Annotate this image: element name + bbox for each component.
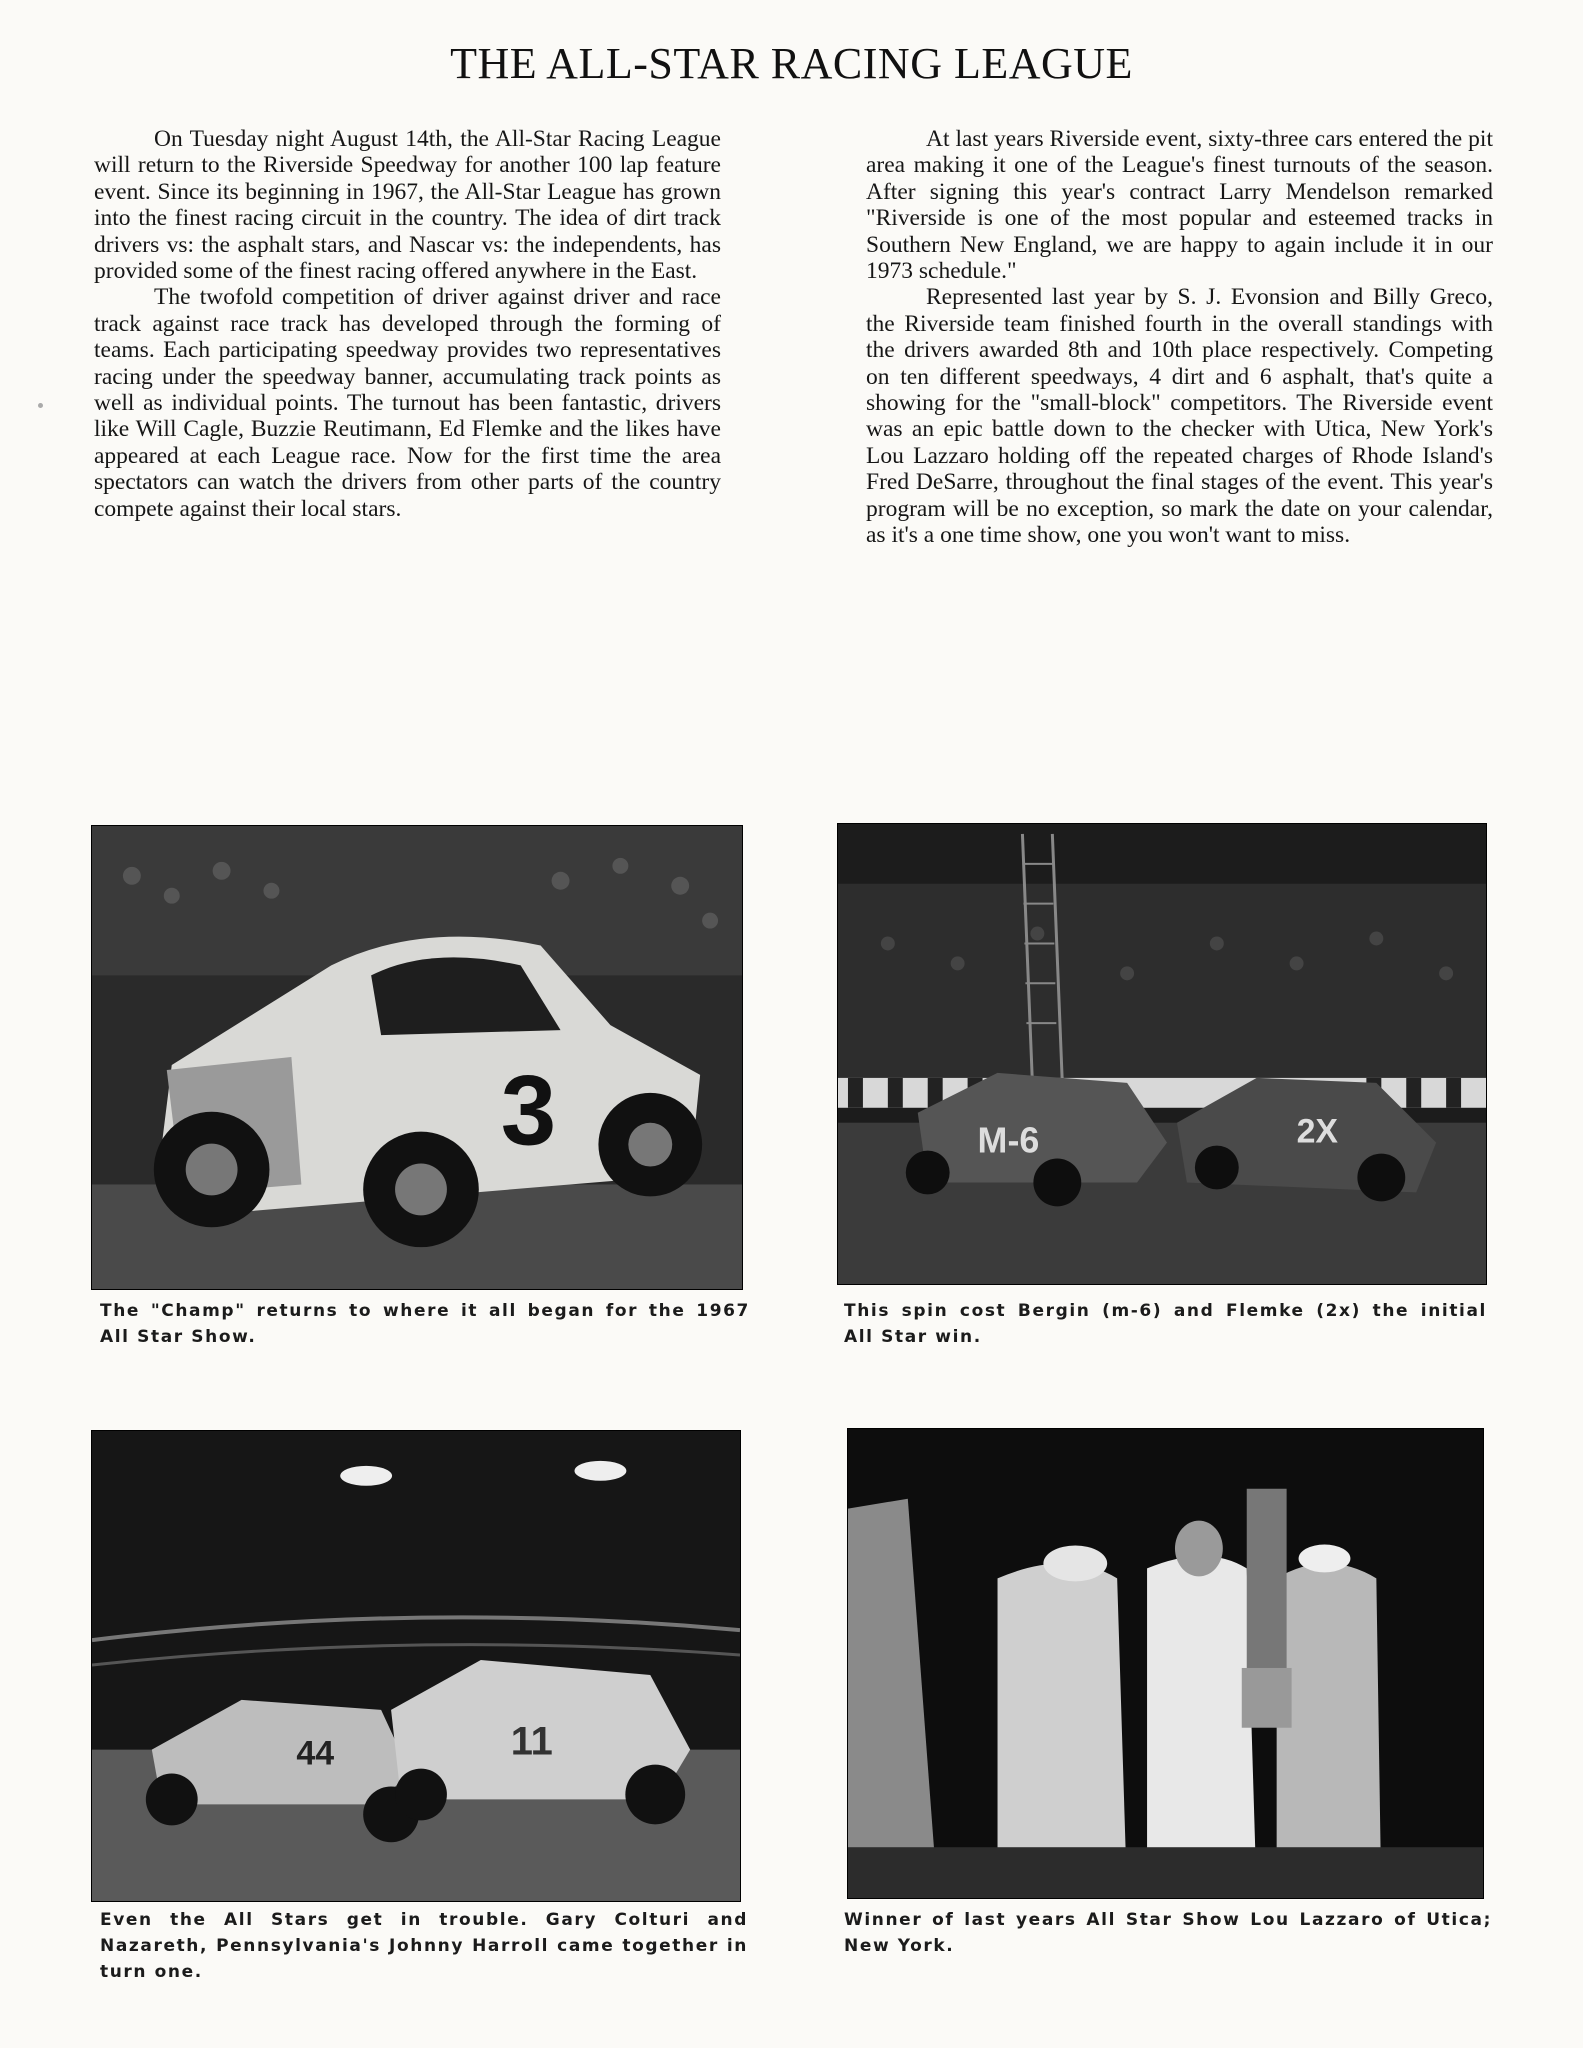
article-paragraph: Represented last year by S. J. Evonsion and Billy Greco, the Riverside team finished fourth in the overall standings with the drivers awarded 8th and 10th place respectively. Competing on ten different speedways, 4 dirt and 6 asphalt, that's quite a showing for the "small-block" competitors. The Riverside event was an epic battle down to the checker with Utica, New York's Lou Lazzaro holding off the repeated charges of Rhode Island's Fred DeSarre, throughout the final stages of the event. This year's program will be no exception, so mark the date on your calendar, as it's a one time show, one you won't want to miss. bbox=[866, 284, 1493, 549]
article-paragraph: The twofold competition of driver against driver and race track against race track has developed through the forming of teams. Each participating speedway provides two representatives racing under the speedway banner, accumulating track points as well as individual points. The turnout has been fantastic, drivers like Will Cagle, Buzzie Reutimann, Ed Flemke and the likes have appeared at each League race. Now for the first time the area spectators can watch the drivers from other parts of the country compete against their local stars. bbox=[94, 284, 721, 522]
photo-spin bbox=[837, 823, 1487, 1285]
car-number: 3 bbox=[500, 1055, 557, 1167]
photo-turn-one-trouble bbox=[91, 1430, 741, 1902]
photo-caption: Winner of last years All Star Show Lou Lazzaro of Utica; New York. bbox=[844, 1910, 1492, 1956]
page-title: THE ALL-STAR RACING LEAGUE bbox=[450, 39, 1133, 88]
car-number: 11 bbox=[510, 1719, 553, 1764]
page-speck bbox=[38, 403, 43, 408]
car-number: M-6 bbox=[977, 1120, 1040, 1161]
article-left-column bbox=[94, 126, 721, 522]
photo-caption: This spin cost Bergin (m-6) and Flemke (2x) the initial All Star win. bbox=[844, 1301, 1487, 1347]
photo-winner-trophy bbox=[847, 1428, 1484, 1899]
car-number: 2X bbox=[1296, 1112, 1339, 1151]
car-number: 44 bbox=[296, 1734, 335, 1773]
article-right-column bbox=[866, 126, 1493, 549]
article-paragraph: At last years Riverside event, sixty-three cars entered the pit area making it one of the League's finest turnouts of the season. After signing this year's contract Larry Mendelson remarked "Riverside is one of the most popular and esteemed tracks in Southern New England, we are happy to again include it in our 1973 schedule." bbox=[866, 126, 1493, 285]
article-paragraph: On Tuesday night August 14th, the All-Star Racing League will return to the Riverside Speedway for another 100 lap feature event. Since its beginning in 1967, the All-Star League has grown into the finest racing circuit in the country. The idea of dirt track drivers vs: the asphalt stars, and Nascar vs: the independents, has provided some of the finest racing offered anywhere in the East. bbox=[94, 126, 721, 285]
photo-caption: The "Champ" returns to where it all began for the 1967 All Star Show. bbox=[100, 1301, 750, 1347]
photo-caption: Even the All Stars get in trouble. Gary Colturi and Nazareth, Pennsylvania's Johnny Harroll came together in turn one. bbox=[100, 1910, 748, 1982]
photo-champ-coupe bbox=[91, 825, 743, 1290]
